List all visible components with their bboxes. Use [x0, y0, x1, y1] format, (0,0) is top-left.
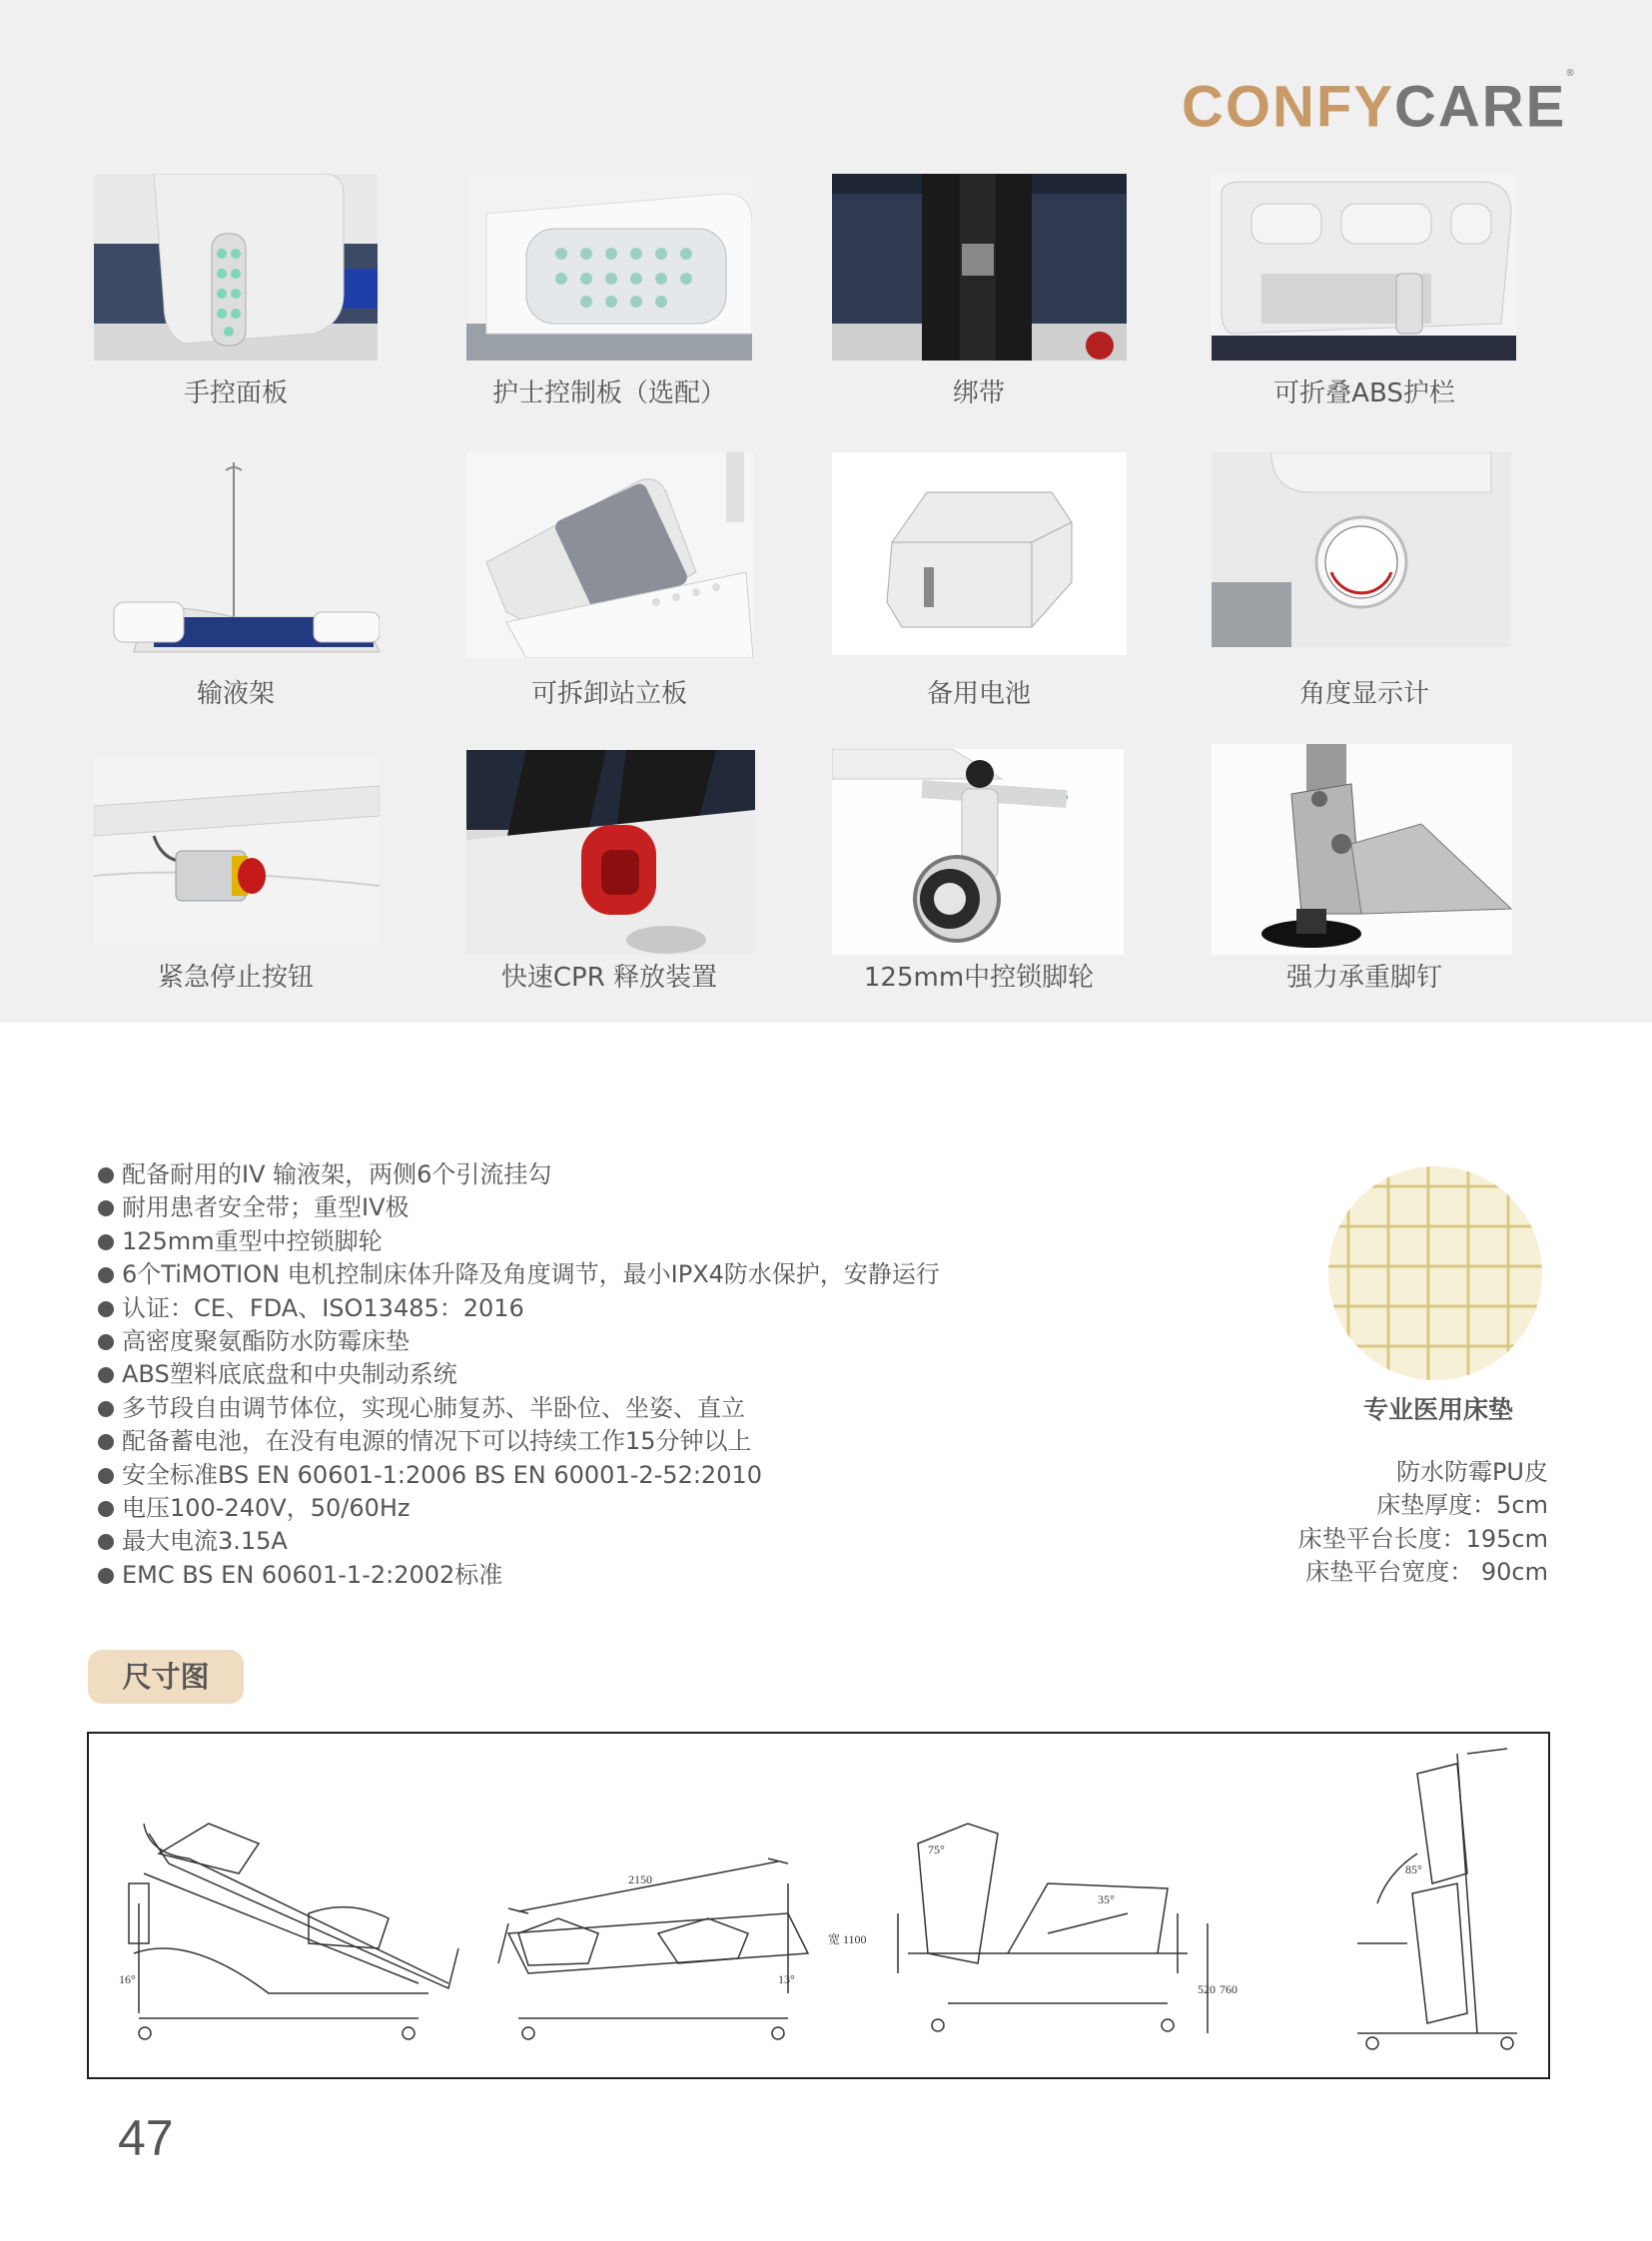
dimension-height-low-label: 520 — [1198, 1982, 1216, 1996]
spec-item: 耐用患者安全带；重型IV极 — [98, 1191, 1097, 1224]
dimension-drawing-size — [508, 1859, 867, 2039]
mattress-spec-line: 床垫平台长度：195cm — [1297, 1524, 1548, 1553]
spec-item: ABS塑料底底盘和中央制动系统 — [98, 1358, 1097, 1391]
dimension-section-tag: 尺寸图 — [88, 1650, 244, 1704]
spec-item: 电压100-240V，50/60Hz — [98, 1492, 1097, 1525]
feature-label: 可拆卸站立板 — [530, 679, 687, 709]
spec-item: 多节段自由调节体位，实现心肺复苏、半卧位、坐姿、直立 — [98, 1392, 1097, 1425]
mattress-title: 专业医用床垫 — [1362, 1395, 1513, 1424]
spec-item: 高密度聚氨酯防水防霉床垫 — [98, 1325, 1097, 1358]
spec-item: 配备蓄电池，在没有电源的情况下可以持续工作15分钟以上 — [98, 1425, 1097, 1458]
feature-label: 手控面板 — [183, 378, 288, 408]
feature-label: 强力承重脚钉 — [1285, 963, 1442, 993]
feature-photo-iv-pole — [94, 452, 380, 655]
feature-photo-standing-board — [466, 452, 753, 658]
feature-photo-abs-siderail — [1212, 174, 1516, 361]
mattress-spec-line: 床垫平台宽度： 90cm — [1305, 1558, 1548, 1587]
spec-item: 配备耐用的IV 输液架，两侧6个引流挂勾 — [98, 1158, 1097, 1191]
feature-label: 快速CPR 释放装置 — [500, 963, 718, 993]
spec-item: EMC BS EN 60601-1-2:2002标准 — [98, 1559, 1097, 1592]
dimension-back-angle-label: 75° — [928, 1843, 945, 1857]
spec-item: 最大电流3.15A — [98, 1525, 1097, 1558]
feature-photo-backup-battery — [832, 452, 1127, 655]
feature-label: 角度显示计 — [1298, 679, 1429, 709]
dimension-angle-label: 85° — [1405, 1863, 1422, 1876]
dimension-angle-label: 13° — [778, 1972, 795, 1986]
feature-photo-cpr-release — [466, 750, 755, 955]
dimension-drawings — [87, 1732, 1550, 2079]
feature-label: 护士控制板（选配） — [491, 378, 726, 408]
feature-photo-emergency-stop — [94, 756, 380, 946]
dimension-width-label: 宽 1100 — [828, 1932, 867, 1946]
dimension-drawing-tilt — [119, 1824, 508, 2039]
dimension-height-high-label: 760 — [1220, 1982, 1238, 1996]
dimension-angle-label: 16° — [119, 1972, 136, 1986]
mattress-texture-image — [1328, 1166, 1542, 1380]
spec-list — [98, 1158, 1097, 1592]
feature-label: 绑带 — [952, 378, 1005, 408]
feature-photo-strap — [832, 174, 1127, 361]
brand-logo: CONFYCARE® — [1182, 68, 1576, 140]
dimension-length-label: 2150 — [628, 1872, 652, 1886]
page-number: 47 — [118, 2110, 174, 2166]
feature-photo-hand-controller — [94, 174, 378, 361]
feature-photo-angle-indicator — [1212, 452, 1511, 647]
feature-photo-caster — [832, 749, 1124, 955]
spec-item: 安全标准BS EN 60601-1:2006 BS EN 60001-2-52:2010 — [98, 1459, 1097, 1492]
mattress-spec-list — [1298, 1456, 1548, 1590]
feature-label: 紧急停止按钮 — [157, 963, 314, 993]
dimension-drawing-chair — [898, 1824, 1238, 2033]
dimension-drawing-stand — [1357, 1749, 1517, 2049]
feature-label: 备用电池 — [926, 679, 1031, 709]
dimension-leg-angle-label: 35° — [1098, 1892, 1115, 1906]
mattress-spec-line: 防水防霉PU皮 — [1395, 1458, 1548, 1486]
feature-label: 输液架 — [196, 679, 275, 709]
spec-item: 认证：CE、FDA、ISO13485：2016 — [98, 1292, 1097, 1325]
feature-photo-nurse-panel — [466, 174, 752, 361]
feature-photo-support-foot — [1212, 744, 1512, 955]
feature-label: 可折叠ABS护栏 — [1273, 378, 1455, 408]
spec-item: 6个TiMOTION 电机控制床体升降及角度调节，最小IPX4防水保护，安静运行 — [98, 1258, 1097, 1291]
mattress-spec-line: 床垫厚度：5cm — [1376, 1491, 1548, 1520]
spec-item: 125mm重型中控锁脚轮 — [98, 1225, 1097, 1258]
feature-label: 125mm中控锁脚轮 — [863, 963, 1095, 993]
